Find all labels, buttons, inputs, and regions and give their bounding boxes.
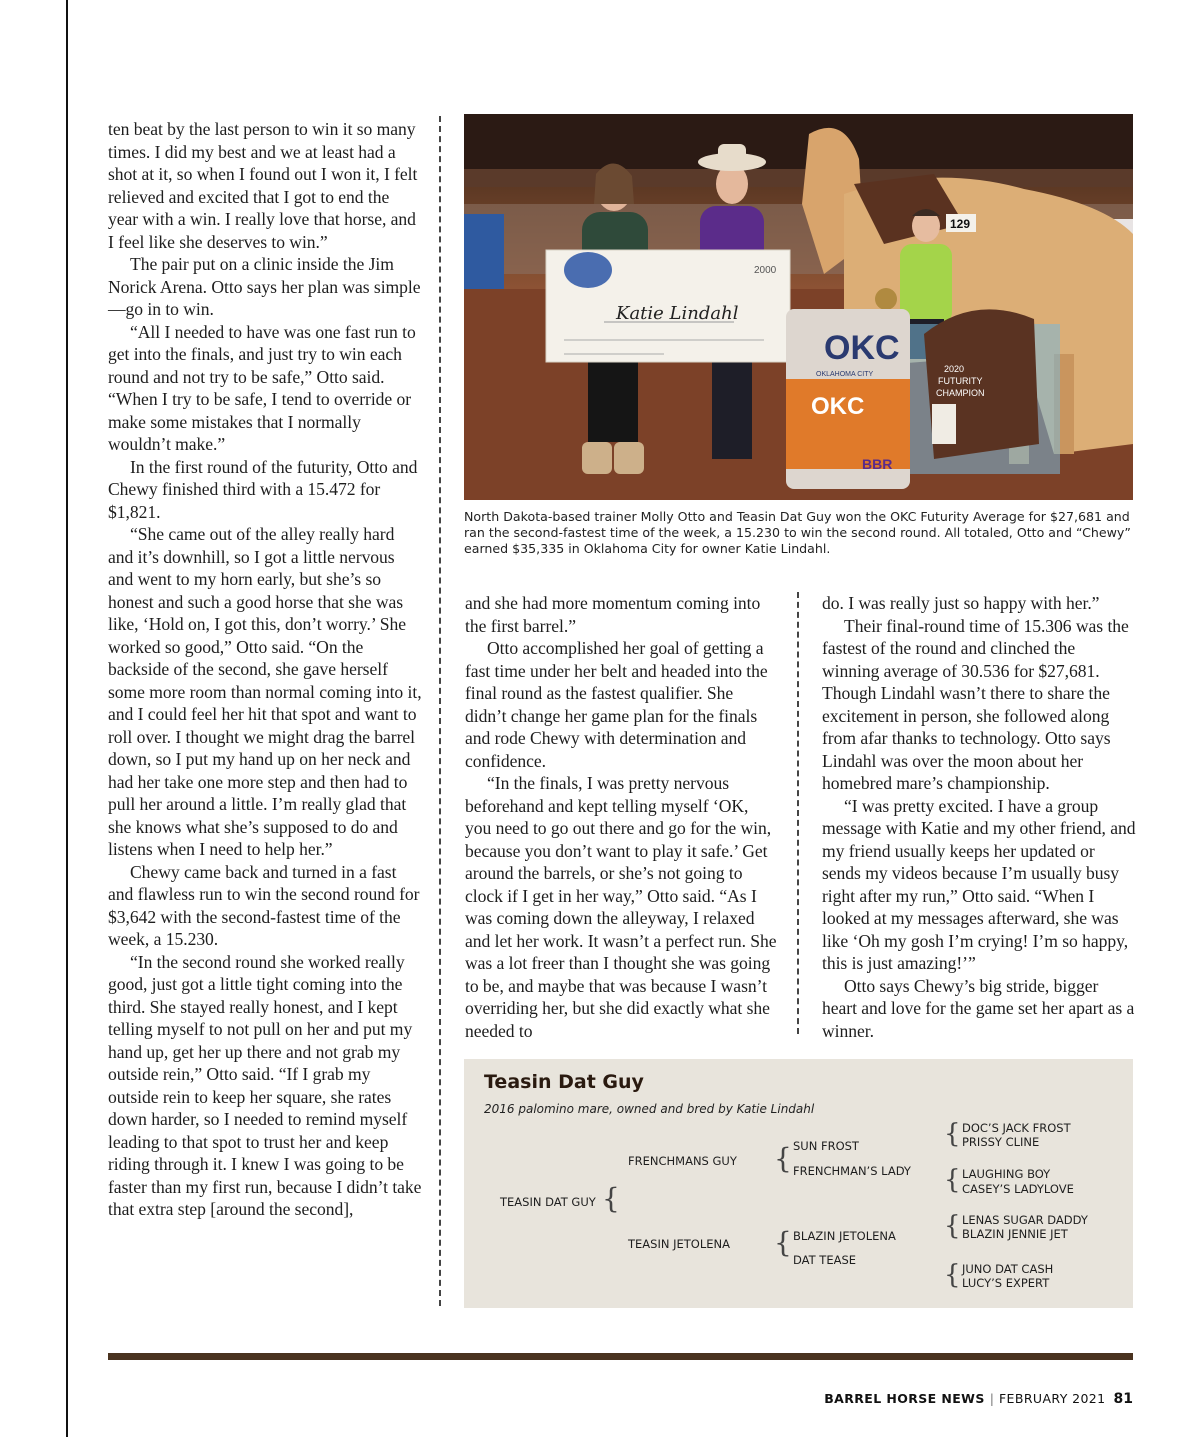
article-column-3 [822, 592, 1136, 1042]
article-paragraph: and she had more momentum coming into the first barrel.” [465, 593, 761, 636]
arena-banner-left [464, 214, 504, 294]
bottom-rule [108, 1353, 1133, 1360]
article-paragraph: The pair put on a clinic inside the Jim Norick Arena. Otto says her plan was simple—go in to win. [108, 254, 421, 319]
article-paragraph: Otto accomplished her goal of getting a fast time under her belt and headed into the final round as the fastest qualifier. She didn’t change her game plan for the finals and rode Chewy with determination and confidence. [465, 638, 768, 771]
trophy-saddle [910, 309, 1060, 474]
pedigree-brace: { [774, 1142, 792, 1175]
pedigree-brace: { [944, 1211, 961, 1241]
check-payee: Katie Lindahl [616, 303, 739, 324]
page-number: 81 [1113, 1391, 1133, 1407]
barrel-brand: OKC [811, 393, 865, 420]
pedigree-g3-4: CASEY’S LADYLOVE [962, 1182, 1074, 1196]
check-number: 2000 [754, 265, 777, 276]
article-paragraph: “In the finals, I was pretty nervous beforehand and kept telling myself ‘OK, you need to go out there and go for the win, because you don’t want to play it safe.’ Get around the barrels, or she’s not going to clock if I get in her way,” Otto said. “As I was coming down the alleyway, I relaxed and let her work. It wasn’t a perfect run. She was a lot freer than I thought she was going to be, and maybe that was because I wasn’t overriding her, but she did exactly what she needed to [465, 773, 777, 1041]
pedigree-g3-1: DOC’S JACK FROST [962, 1121, 1071, 1135]
pedigree-sire-sire: SUN FROST [793, 1139, 859, 1153]
page-spine-line [66, 0, 68, 1437]
article-paragraph: “In the second round she worked really good, just got a little tight coming into the third. She stayed really honest, and I kept telling myself to not pull on her and put my hand up, get her up there and not grab my outside rein,” Otto said. “If I grab my outside rein to keep her square, she rates down harder, so I needed to remind myself leading to that spot to trust her and keep riding through it. I knew I was going to be faster than my first run, because I didn’t take that extra step [around the second], [108, 951, 422, 1219]
pedigree-g3-5: LENAS SUGAR DADDY [962, 1213, 1088, 1227]
pedigree-g3-7: JUNO DAT CASH [962, 1262, 1054, 1276]
article-paragraph: “All I needed to have was one fast run to get into the finals, and just try to win each round and not try to be safe,” Otto said. “When I try to be safe, I tend to override or make some mistakes that I normally wouldn’t make.” [108, 321, 416, 454]
saddle-text-2: CHAMPION [936, 388, 985, 398]
pedigree-g3-2: PRISSY CLINE [962, 1135, 1040, 1149]
pedigree-title: Teasin Dat Guy [484, 1071, 644, 1093]
photo-caption: North Dakota-based trainer Molly Otto and Teasin Dat Guy won the OKC Futurity Average for $27,681 and ran the second-fastest time of the week, a 15.230 to win the second round. All totaled, Otto and “Chewy” earned $35,335 in Oklahoma City for owner Katie Lindahl. [464, 509, 1131, 556]
pedigree-g3-6: BLAZIN JENNIE JET [962, 1227, 1068, 1241]
barrel-text: OKC [824, 329, 900, 367]
pedigree-box [464, 1059, 1133, 1308]
article-paragraph: do. I was really just so happy with her.” [822, 593, 1100, 613]
page-footer [0, 1391, 1133, 1407]
article-paragraph: In the first round of the futurity, Otto and Chewy finished third with a 15.472 for $1,821. [108, 456, 418, 522]
footer-separator: | [989, 1391, 994, 1406]
article-paragraph: “She came out of the alley really hard and it’s downhill, so I got a little nervous and went to my horn early, but she’s so honest and such a good horse that she was like, ‘Hold on, I got this, don’t worry.’ She worked so good,” Otto said. “On the backside of the second, she gave herself some more room than normal coming into it, and I could feel her hit that spot and want to roll over. I thought we might drag the barrel down, so I put my hand up on her neck and had her take one more step and then had to pull her around a little. I’m really glad that she knows what she’s supposed to do and listens when I need to help her.” [108, 524, 422, 859]
giant-check [546, 250, 790, 362]
barrel-sub: OKLAHOMA CITY [816, 371, 874, 378]
footer-magazine: BARREL HORSE NEWS [824, 1391, 985, 1406]
saddle-year: 2020 [944, 364, 965, 374]
okc-barrel [786, 309, 910, 489]
column-divider-2 [797, 592, 799, 1034]
pedigree-brace: { [602, 1182, 620, 1215]
column-divider-1 [439, 116, 441, 1306]
pedigree-brace: { [944, 1119, 961, 1149]
pedigree-sire: FRENCHMANS GUY [628, 1154, 737, 1168]
pedigree-dam-dam: DAT TEASE [793, 1253, 857, 1267]
pedigree-brace: { [774, 1226, 792, 1259]
footer-month: FEBRUARY 2021 [998, 1391, 1106, 1406]
article-paragraph: “I was pretty excited. I have a group message with Katie and my other friend, and my friend usually keeps her updated or sends my videos because I’m usually busy right after my run,” Otto said. “When I looked at my messages afterward, she was like ‘Oh my gosh I’m crying! I’m so happy, this is just amazing!’” [822, 795, 1136, 973]
pedigree-brace: { [944, 1260, 961, 1290]
pedigree-brace: { [944, 1165, 961, 1195]
pedigree-g3-8: LUCY’S EXPERT [962, 1276, 1050, 1290]
bbr-logo: BBR [862, 456, 893, 472]
horse-number: 129 [950, 217, 971, 231]
article-column-2 [465, 592, 777, 1042]
pedigree-dam-sire: BLAZIN JETOLENA [793, 1229, 896, 1243]
pedigree-sire-dam: FRENCHMAN’S LADY [793, 1164, 911, 1178]
photo-illustration [464, 114, 1133, 500]
award-photo [464, 114, 1133, 500]
pedigree-g3-3: LAUGHING BOY [962, 1167, 1051, 1181]
article-paragraph: Their final-round time of 15.306 was the fastest of the round and clinched the winning average of 30.536 for $27,681. Though Lindahl wasn’t there to share the excitement in person, she followed along from afar thanks to technology. Otto says Lindahl was over the moon about her homebred mare’s championship. [822, 615, 1129, 793]
saddle-text-1: FUTURITY [938, 376, 983, 386]
pedigree-dam: TEASIN JETOLENA [628, 1237, 730, 1251]
article-column-1 [108, 118, 422, 1221]
article-paragraph: Otto says Chewy’s big stride, bigger heart and love for the game set her apart as a winner. [822, 975, 1135, 1041]
pedigree-subtitle: 2016 palomino mare, owned and bred by Katie Lindahl [484, 1102, 815, 1116]
article-paragraph: Chewy came back and turned in a fast and flawless run to win the second round for $3,642 with the second-fastest time of the week, a 15.230. [108, 861, 420, 949]
article-paragraph: ten beat by the last person to win it so many times. I did my best and we at least had a shot at it, so when I found out I won it, I felt relieved and excited that I got to end the year with a win. I really love that horse, and I feel like she deserves to win.” [108, 119, 418, 252]
pedigree-horse: TEASIN DAT GUY [500, 1195, 596, 1209]
